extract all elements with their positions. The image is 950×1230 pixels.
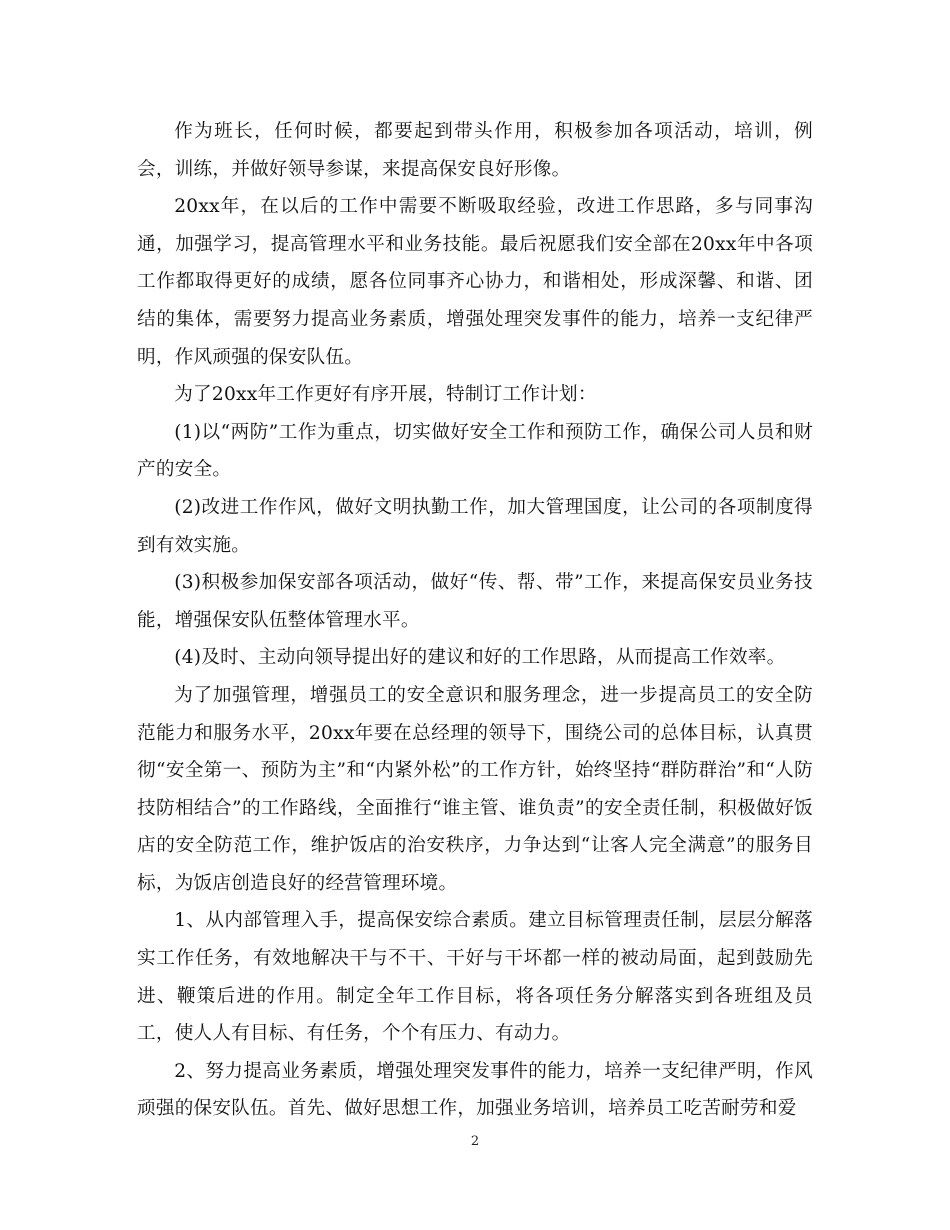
paragraph-8: 为了加强管理，增强员工的安全意识和服务理念，进一步提高员工的安全防范能力和服务水平，20xx年要在总经理的领导下，围绕公司的总体目标，认真贯彻“安全第一、预防为主”和“内紧外松”的工作方针，始终坚持“群防群治”和“人防技防相结合”的工作路线，全面推行“谁主管、谁负责”的安全责任制，积极做好饭店的安全防范工作，维护饭店的治安秩序，力争达到“让客人完全满意”的服务目标，为饭店创造良好的经营管理环境。 [137,684,813,894]
paragraph-10: 2、努力提高业务素质，增强处理突发事件的能力，培养一支纪律严明，作风顽强的保安队伍。首先、做好思想工作，加强业务培训，培养员工吃苦耐劳和爱 [137,1060,813,1120]
document-body [137,113,813,1128]
paragraph-3: 为了20xx年工作更好有序开展，特制订工作计划： [174,384,597,406]
paragraph-4: (1)以“两防”工作为重点，切实做好安全工作和预防工作，确保公司人员和财产的安全。 [137,421,813,481]
paragraph-6: (3)积极参加保安部各项活动，做好“传、帮、带”工作，来提高保安员业务技能，增强保安队伍整体管理水平。 [137,572,813,631]
paragraph-9: 1、从内部管理入手，提高保安综合素质。建立目标管理责任制，层层分解落实工作任务，有效地解决干与不干、干好与干坏都一样的被动局面，起到鼓励先进、鞭策后进的作用。制定全年工作目标，将各项任务分解落实到各班组及员工，使人人有目标、有任务，个个有压力、有动力。 [137,910,813,1045]
paragraph-1: 作为班长，任何时候，都要起到带头作用，积极参加各项活动，培训，例会，训练，并做好领导参谋，来提高保安良好形像。 [137,121,813,180]
paragraph-2: 20xx年，在以后的工作中需要不断吸取经验，改进工作思路，多与同事沟通，加强学习，提高管理水平和业务技能。最后祝愿我们安全部在20xx年中各项工作都取得更好的成绩，愿各位同事齐心协力，和谐相处，形成深馨、和谐、团结的集体，需要努力提高业务素质，增强处理突发事件的能力，培养一支纪律严明，作风顽强的保安队伍。 [137,196,813,368]
paragraph-5: (2)改进工作作风，做好文明执勤工作，加大管理国度，让公司的各项制度得到有效实施。 [137,496,813,556]
paragraph-7: (4)及时、主动向领导提出好的建议和好的工作思路，从而提高工作效率。 [174,647,786,669]
page-number: 2 [470,1134,480,1149]
